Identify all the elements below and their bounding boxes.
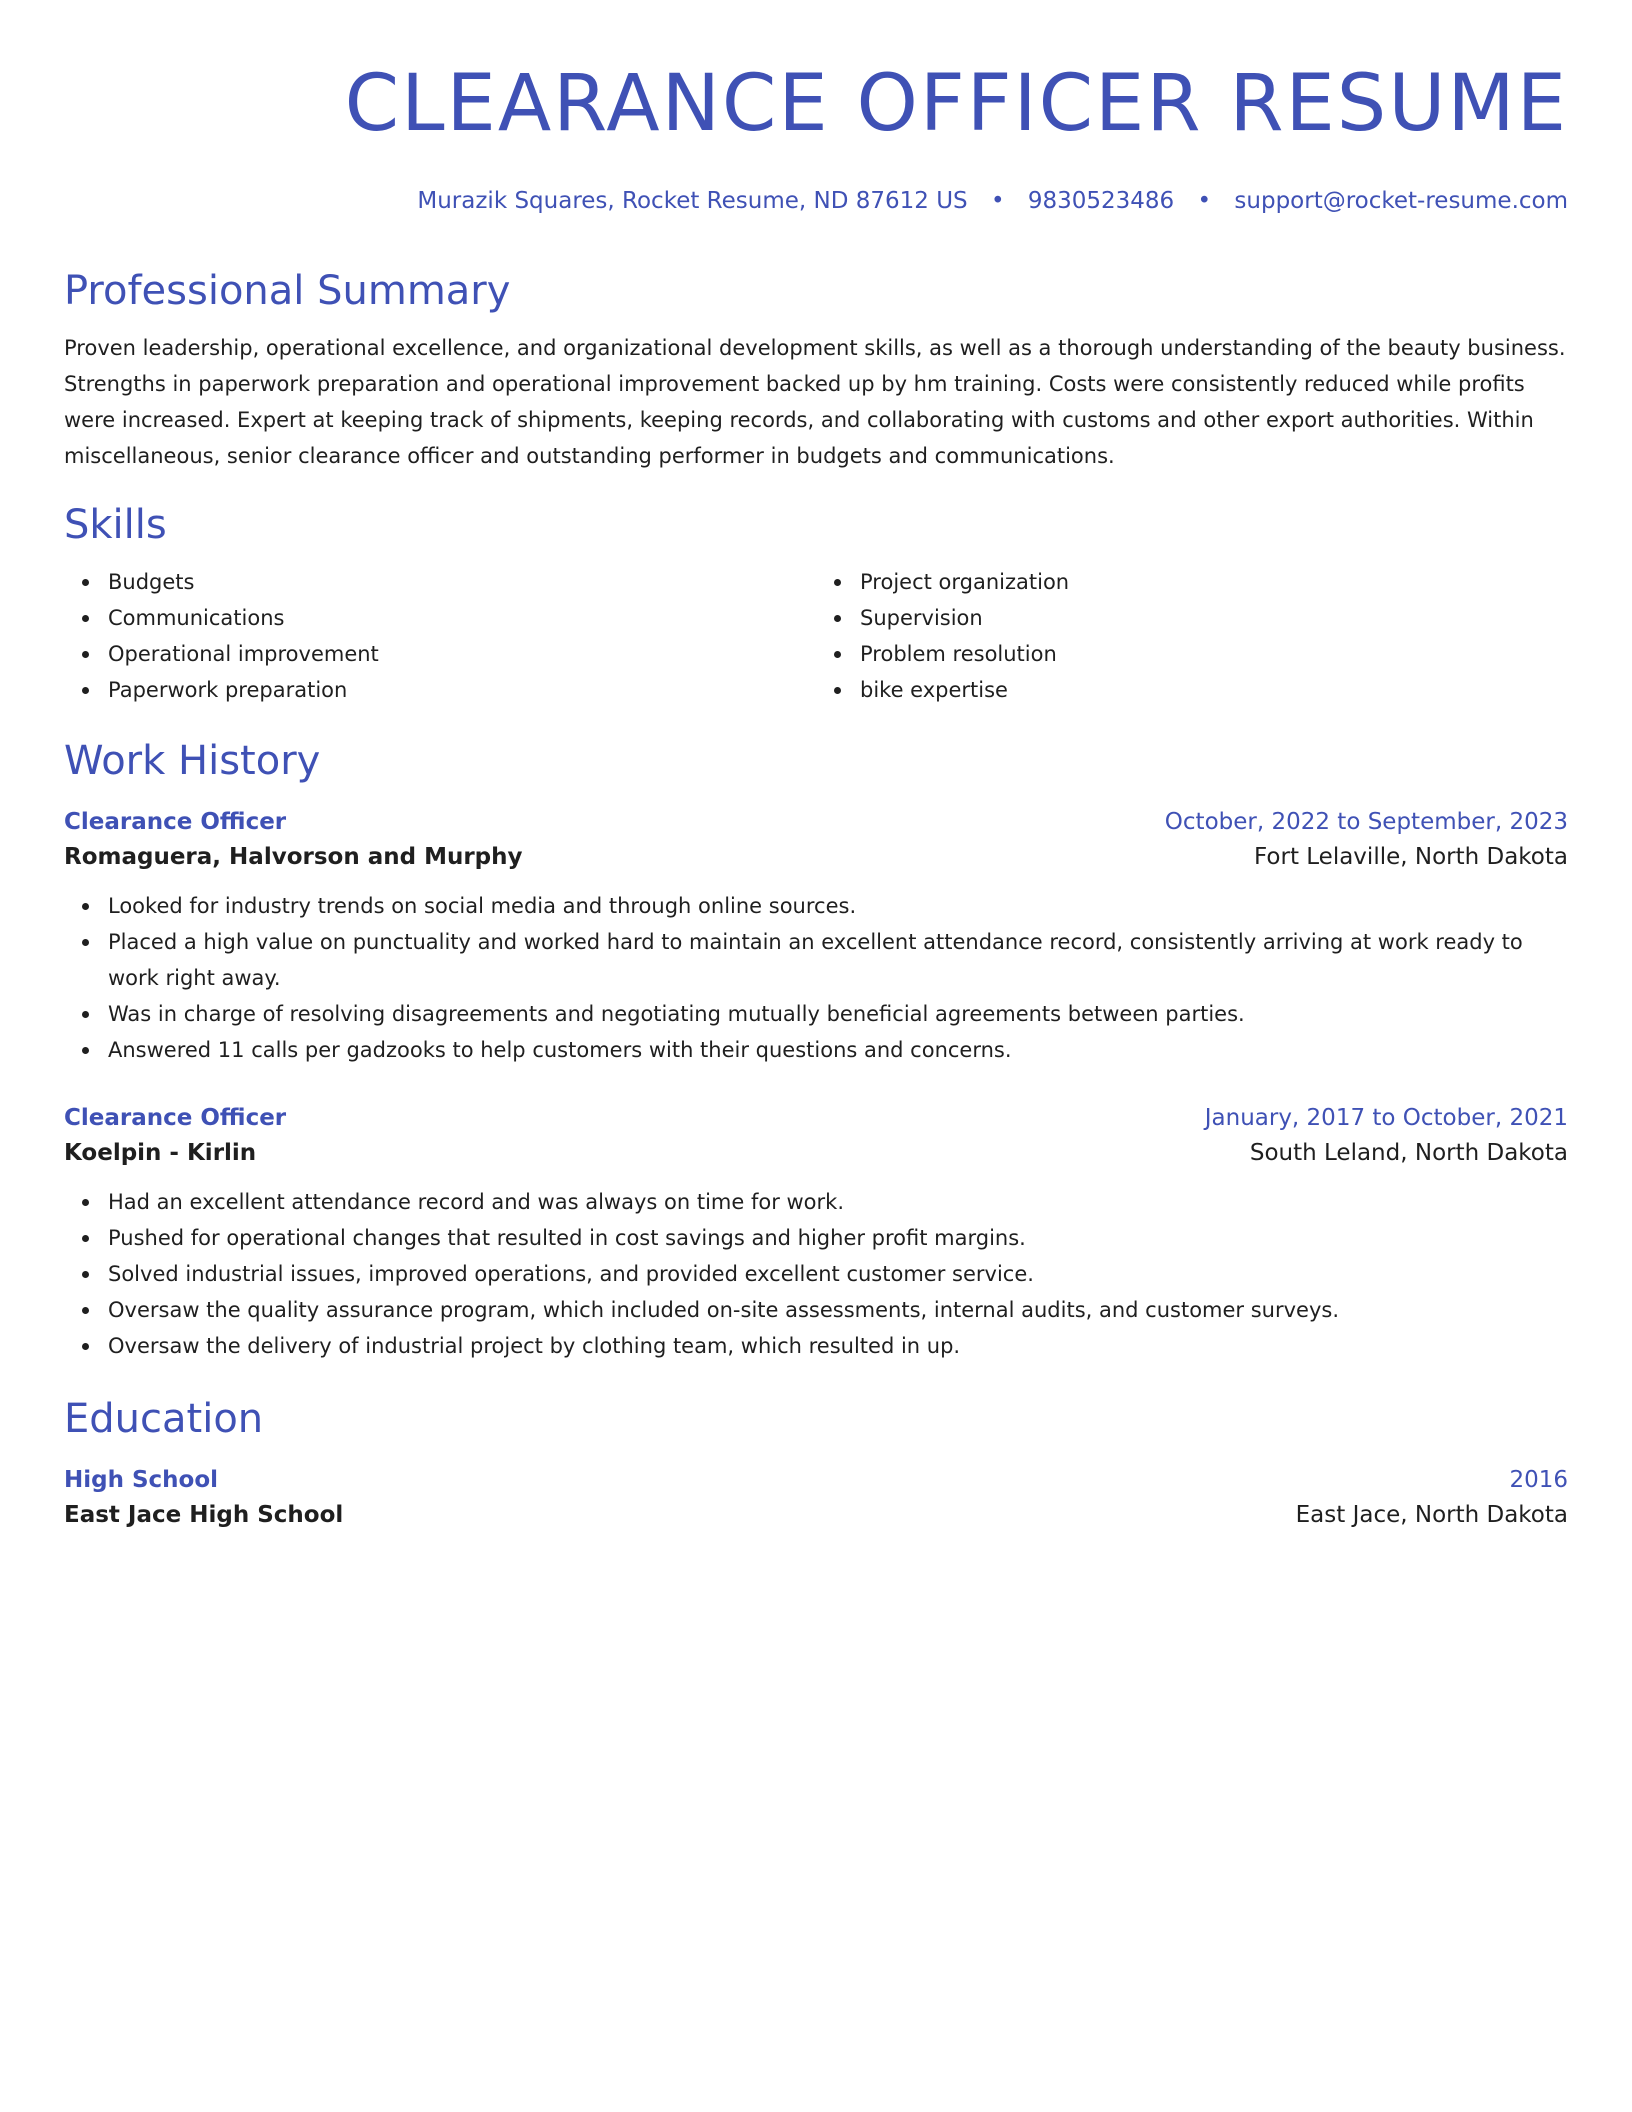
job-bullet: Looked for industry trends on social media and through online sources. <box>108 888 1568 924</box>
education-header-row <box>64 1464 1568 1496</box>
resume-title: CLEARANCE OFFICER RESUME <box>344 59 1568 149</box>
skill-item: bike expertise <box>860 672 1568 708</box>
skill-item: Operational improvement <box>108 636 816 672</box>
skill-item: Project organization <box>860 564 1568 600</box>
job-bullet: Placed a high value on punctuality and worked hard to maintain an excellent attendance record, consistently arriving at work ready to work right away. <box>108 924 1568 996</box>
work-history-heading: Work History <box>64 738 321 784</box>
education-school: East Jace High School <box>64 1502 344 1528</box>
contact-separator: • <box>990 188 1005 214</box>
skill-item: Budgets <box>108 564 816 600</box>
education-year: 2016 <box>1509 1467 1568 1493</box>
education-heading: Education <box>64 1396 264 1442</box>
job-header-row <box>64 806 1568 838</box>
job-dates: January, 2017 to October, 2021 <box>1204 1105 1568 1131</box>
job-location: South Leland, North Dakota <box>1249 1140 1568 1166</box>
job-bullet: Pushed for operational changes that resulted in cost savings and higher profit margins. <box>108 1220 1568 1256</box>
job-entry <box>64 1102 1568 1364</box>
contact-address: Murazik Squares, Rocket Resume, ND 87612 US <box>417 188 968 214</box>
job-bullet: Solved industrial issues, improved operations, and provided excellent customer service. <box>108 1256 1568 1292</box>
contact-line <box>64 186 1568 216</box>
job-employer: Romaguera, Halvorson and Murphy <box>64 844 523 870</box>
job-bullet: Answered 11 calls per gadzooks to help customers with their questions and concerns. <box>108 1032 1568 1068</box>
job-bullet: Oversaw the delivery of industrial project by clothing team, which resulted in up. <box>108 1328 1568 1364</box>
education-school-row <box>64 1496 1568 1534</box>
education-degree: High School <box>64 1467 219 1493</box>
job-bullet: Oversaw the quality assurance program, which included on-site assessments, internal audits, and customer surveys. <box>108 1292 1568 1328</box>
contact-email: support@rocket-resume.com <box>1234 188 1568 214</box>
contact-phone: 9830523486 <box>1027 188 1175 214</box>
job-bullets <box>64 888 1568 1068</box>
education-location: East Jace, North Dakota <box>1295 1502 1568 1528</box>
job-employer-row <box>64 1134 1568 1172</box>
summary-text: Proven leadership, operational excellence, and organizational development skills, as well as a thorough understanding of the beauty business. Strengths in paperwork preparation and operational improvement backed up by hm training. Costs were consistently reduced while profits were increased. Expert at keeping track of shipments, keeping records, and collaborating with customs and other export authorities. Within miscellaneous, senior clearance officer and outstanding performer in budgets and communications. <box>64 336 1566 468</box>
job-entry <box>64 806 1568 1068</box>
job-employer: Koelpin - Kirlin <box>64 1140 257 1166</box>
skill-item: Communications <box>108 600 816 636</box>
job-location: Fort Lelaville, North Dakota <box>1254 844 1568 870</box>
contact-separator: • <box>1197 188 1212 214</box>
skills-heading: Skills <box>64 502 167 548</box>
skills-column-right <box>816 564 1568 708</box>
job-header-row <box>64 1102 1568 1134</box>
job-bullets <box>64 1184 1568 1364</box>
education-entry <box>64 1464 1568 1534</box>
job-bullet: Had an excellent attendance record and was always on time for work. <box>108 1184 1568 1220</box>
skill-item: Problem resolution <box>860 636 1568 672</box>
summary-heading: Professional Summary <box>64 268 511 314</box>
skills-grid <box>64 564 1568 708</box>
job-employer-row <box>64 838 1568 876</box>
skill-item: Paperwork preparation <box>108 672 816 708</box>
job-dates: October, 2022 to September, 2023 <box>1164 809 1568 835</box>
job-title: Clearance Officer <box>64 1105 287 1131</box>
job-bullet: Was in charge of resolving disagreements and negotiating mutually beneficial agreements between parties. <box>108 996 1568 1032</box>
skill-item: Supervision <box>860 600 1568 636</box>
skills-column-left <box>64 564 816 708</box>
job-title: Clearance Officer <box>64 809 287 835</box>
